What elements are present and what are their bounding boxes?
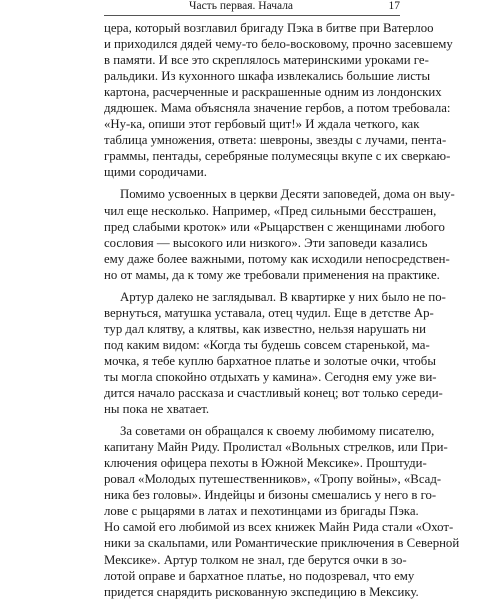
page-number: 17 (388, 0, 400, 12)
text-line: вернуться, матушка уставала, отец чудил. Еще в детстве Ар- (104, 305, 434, 320)
text-line: лотой оправе и бархатное платье, но подозревал, что ему (104, 568, 415, 583)
text-line: дядюшек. Мама объясняла значение гербов, а потом требовала: (104, 101, 451, 116)
text-line: граммы, пентады, серебряные полумесяцы вкупе с их сверкаю- (104, 149, 451, 164)
text-line: таблица умножения, ответа: шевроны, звезды с лучами, пента- (104, 133, 447, 148)
paragraph (104, 423, 460, 600)
text-line: сословия — высокого или низкого». Эти заповеди казались (104, 235, 428, 250)
text-line: За советами он обращался к своему любимому писателю, (120, 424, 435, 439)
text-line: ральдики. Из кухонного шкафа извлекались большие листы (104, 69, 431, 84)
text-line: придется снарядить рискованную экспедицию в Мексику. (104, 584, 419, 599)
paragraph (104, 20, 453, 180)
text-line: под каким видом: «Когда ты будешь совсем старенькой, ма- (104, 337, 430, 352)
text-line: щими сородичами. (104, 165, 207, 180)
text-line: Артур далеко не заглядывал. В квартирке у них было не по- (120, 289, 446, 304)
text-line: тур дал клятву, а клятвы, как известно, нельзя нарушать ни (104, 321, 426, 336)
text-line: чил еще несколько. Например, «Пред сильными бесстрашен, (104, 203, 437, 218)
text-line: ему даже более важными, потому как исходили непосредствен- (104, 251, 450, 266)
text-line: но от мамы, да к тому же требовали применения на практике. (104, 267, 440, 282)
text-line: «Ну-ка, опиши этот гербовый щит!» И ждала четкого, как (104, 117, 420, 132)
text-line: Мексике». Артур толком не знал, где берутся очки в зо- (104, 552, 407, 567)
text-line: мочка, я тебе куплю бархатное платье и золотые очки, чтобы (104, 353, 436, 368)
text-line: пред слабыми кроток» или «Рыцарствен с женщинами любого (104, 219, 445, 234)
text-line: капитану Майн Риду. Пролистал «Вольных стрелков, или При- (104, 440, 448, 455)
text-line: лове с рыцарями в латах и пехотинцами из бригады Пэка. (104, 504, 419, 519)
text-line: дится начало рассказа и счастливый конец; вот только середи- (104, 386, 443, 401)
text-line: ты могла спокойно отдыхать у камина». Сегодня ему уже ви- (104, 369, 437, 384)
text-line: и приходился дядей чему-то бело-восковому, прочно засевшему (104, 37, 453, 52)
paragraph (104, 186, 455, 282)
text-line: ровал «Молодых путешественников», «Тропу войны», «Всад- (104, 472, 442, 487)
paragraph (104, 289, 446, 417)
text-line: Но самой его любимой из всех книжек Майн Рида стали «Охот- (104, 520, 454, 535)
text-line: ключения офицера пехоты в Южной Мексике». Проштуди- (104, 456, 427, 471)
text-line: ники за скальпами, или Романтические приключения в Северной (104, 536, 460, 551)
running-title: Часть первая. Начала (189, 0, 294, 12)
text-line: Помимо усвоенных в церкви Десяти заповедей, дома он выу- (120, 187, 455, 202)
text-line: картона, расчерченные и раскрашенные одним из лондонских (104, 85, 442, 100)
text-line: ника без головы». Индейцы и бизоны смешались у него в го- (104, 488, 437, 503)
page-header (104, 0, 400, 14)
body-text (104, 20, 460, 600)
header-rule (104, 15, 400, 16)
text-line: в памяти. И все это скреплялось материнскими уроками ге- (104, 53, 429, 68)
text-line: ны пока не хватает. (104, 402, 210, 417)
text-line: цера, который возглавил бригаду Пэка в битве при Ватерлоо (104, 21, 434, 35)
